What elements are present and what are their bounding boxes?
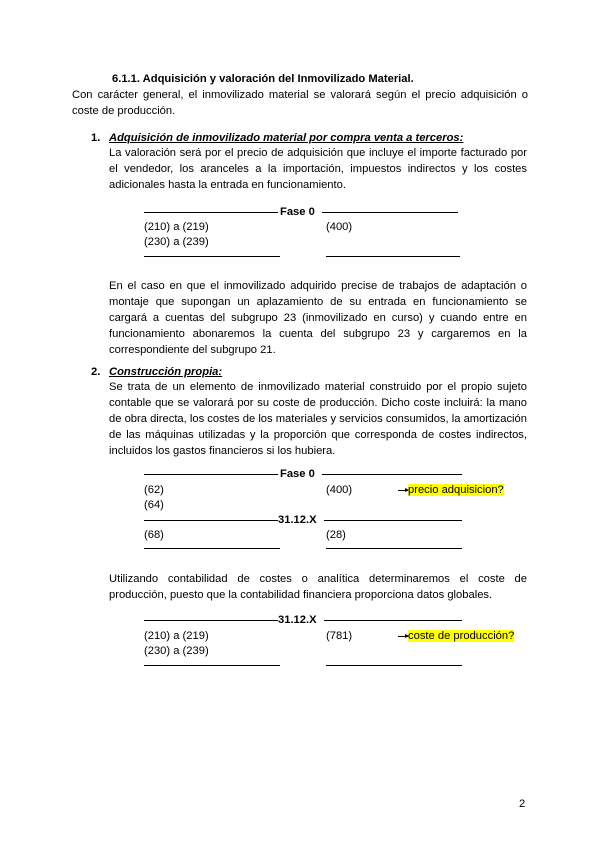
- item1-body2: En el caso en que el inmovilizado adquirido precise de trabajos de adaptación o montaje que supongan un aplazamiento de su entrada en funcionamiento se cargará a cuentas del subgrupo 23 (inmovilizado en curso) y cuando entre en funcionamiento abonaremos la cuenta del subgrupo 23 y cargaremos en la correspondiente del subgrupo 21.: [109, 280, 527, 356]
- arrow-right-icon: [398, 636, 408, 637]
- item1-title: Adquisición de inmovilizado material por compra venta a terceros:: [109, 132, 464, 144]
- debit-account: (230) a (239): [144, 645, 209, 657]
- entry-rule-right: [322, 474, 462, 475]
- note-precio-adquisicion: [398, 482, 504, 498]
- entry-label: 31.12.X: [278, 614, 317, 626]
- entry-rule-left: [144, 474, 278, 475]
- entry-rule-bottom-left: [144, 665, 280, 666]
- entry-rule-bottom-right: [326, 665, 462, 666]
- item2-body2: Utilizando contabilidad de costes o analítica determinaremos el coste de producción, puesto que la contabilidad financiera proporciona datos globales.: [109, 573, 527, 601]
- item2-body: Se trata de un elemento de inmovilizado material construido por el propio sujeto contable que se valorará por su coste de producción. Dicho coste incluirá: la mano de obra directa, los costes de los materiales y servicios consumidos, la amortización de las máquinas utilizadas y la proporción que corresponda de costes indirectos, incluidos los gastos financieros si los hubiera.: [109, 381, 527, 457]
- debit-account: (210) a (219): [144, 630, 209, 642]
- item2-number: 2.: [91, 366, 101, 378]
- entry-rule-left: [144, 212, 278, 213]
- item2-title: Construcción propia:: [109, 366, 223, 378]
- item1-body: La valoración será por el precio de adquisición que incluye el importe facturado por el vendedor, los aranceles a la importación, impuestos indirectos y los costes adicionales hasta la entrada en funcionamiento.: [109, 147, 527, 191]
- note-text: precio adquisicion?: [408, 484, 504, 496]
- debit-account: (64): [144, 499, 164, 511]
- arrow-right-icon: [398, 490, 408, 491]
- debit-account: (210) a (219): [144, 221, 209, 233]
- note-text: coste de producción?: [408, 630, 515, 642]
- entry-rule-left: [144, 520, 278, 521]
- credit-account: (781): [326, 630, 353, 642]
- entry-label: Fase 0: [280, 468, 315, 480]
- entry-rule-right: [324, 520, 462, 521]
- section-heading: 6.1.1. Adquisición y valoración del Inmovilizado Material.: [112, 73, 414, 85]
- note-coste-produccion: [398, 628, 514, 644]
- entry-rule-left: [144, 620, 278, 621]
- entry-label: 31.12.X: [278, 514, 317, 526]
- section-intro: Con carácter general, el inmovilizado material se valorará según el precio adquisición o coste de producción.: [72, 89, 528, 117]
- entry-rule-right: [322, 212, 458, 213]
- item1-number: 1.: [91, 132, 101, 144]
- entry-rule-bottom-left: [144, 548, 280, 549]
- debit-account: (230) a (239): [144, 236, 209, 248]
- entry-rule-bottom-right: [326, 548, 462, 549]
- entry-rule-bottom-right: [326, 256, 460, 257]
- debit-account: (68): [144, 529, 164, 541]
- entry-label: Fase 0: [280, 206, 315, 218]
- credit-account: (28): [326, 529, 346, 541]
- entry-rule-right: [324, 620, 462, 621]
- page-number: 2: [519, 798, 526, 810]
- entry-rule-bottom-left: [144, 256, 280, 257]
- debit-account: (62): [144, 484, 164, 496]
- credit-account: (400): [326, 221, 353, 233]
- credit-account: (400): [326, 484, 353, 496]
